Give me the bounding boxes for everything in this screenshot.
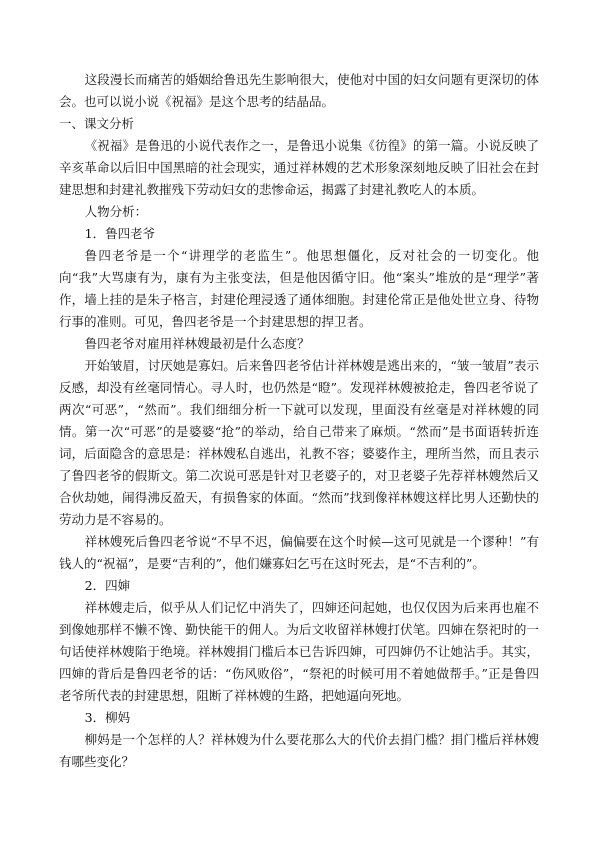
document-body [59, 69, 539, 773]
subheading-sishen: 2．四婶 [84, 578, 131, 593]
question-liuma: 柳妈是一个怎样的人？祥林嫂为什么要花那么大的代价去捐门槛？捐门槛后祥林嫂有哪些变化？ [59, 732, 539, 769]
paragraph-lu-silaoye: 鲁四老爷是一个“讲理学的老监生”。他思想僵化，反对社会的一切变化。他向“我”大骂康有为，康有为主张变法，但是他因循守旧。他“案头”堆放的是“理学”著作，墙上挂的是朱子格言，封建伦理浸透了通体细胞。封建伦常正是他处世立身、待物行事的准则。可见，鲁四老爷是一个封建思想的捍卫者。 [59, 248, 539, 329]
paragraph-attitude-answer: 开始皱眉，讨厌她是寡妇。后来鲁四老爷估计祥林嫂是逃出来的，“皱一皱眉”表示反感，却没有丝毫同情心。寻人时，也仍然是“瞪”。发现祥林嫂被抢走，鲁四老爷说了两次“可恶”，“然而”。我们细细分析一下就可以发现，里面没有丝毫是对祥林嫂的同情。第一次“可恶”的是婆婆“抢”的举动，给自己带来了麻烦。“然而”是书面语转折连词，后面隐含的意思是：祥林嫂私自逃出，礼教不容；婆婆作主，理所当然，而且表示了鲁四老爷的假斯文。第二次说可恶是针对卫老婆子的，对卫老婆子先荐祥林嫂然后又合伙劫她，闹得沸反盈天，有损鲁家的体面。“然而”找到像祥林嫂这样比男人还勤快的劳动力是不容易的。 [59, 358, 539, 527]
paragraph-sishen: 祥林嫂走后，似乎从人们记忆中消失了，四婶还问起她，也仅仅因为后来再也雇不到像她那样不懒不馋、勤快能干的佣人。为后文收留祥林嫂打伏笔。四婶在祭祀时的一句话使祥林嫂陷于绝境。祥林嫂捐门槛后本已告诉四婶，可四婶仍不让她沾手。其实，四婶的背后是鲁四老爷的话：“伤风败俗”，“祭祀的时候可用不着她做帮手。”正是鲁四老爷所代表的封建思想，阻断了祥林嫂的生路，把她逼向死地。 [59, 600, 539, 703]
character-analysis-heading: 人物分析： [84, 204, 148, 219]
paragraph-overview: 《祝福》是鲁迅的小说代表作之一，是鲁迅小说集《彷徨》的第一篇。小说反映了辛亥革命以后旧中国黑暗的社会现实，通过祥林嫂的艺术形象深刻地反映了旧社会在封建思想和封建礼教摧残下劳动妇女的悲惨命运，揭露了封建礼教吃人的本质。 [59, 138, 539, 197]
paragraph-intro: 这段漫长而痛苦的婚姻给鲁迅先生影响很大，使他对中国的妇女问题有更深切的体会。也可以说小说《祝福》是这个思考的结晶品。 [59, 72, 539, 109]
section-heading-text-analysis: 一、课文分析 [59, 116, 135, 131]
subheading-liuma: 3．柳妈 [84, 710, 131, 725]
subheading-lu-silaoye: 1．鲁四老爷 [84, 226, 156, 241]
question-lu-silaoye-attitude: 鲁四老爷对雇用祥林嫂最初是什么态度？ [84, 336, 310, 351]
paragraph-after-death: 祥林嫂死后鲁四老爷说“不早不迟，偏偏要在这个时候—这可见就是一个谬种！”有钱人的“祝福”，是要“吉利的”，他们嫌寡妇乞丐在这时死去，是“不吉利的”。 [59, 534, 539, 571]
